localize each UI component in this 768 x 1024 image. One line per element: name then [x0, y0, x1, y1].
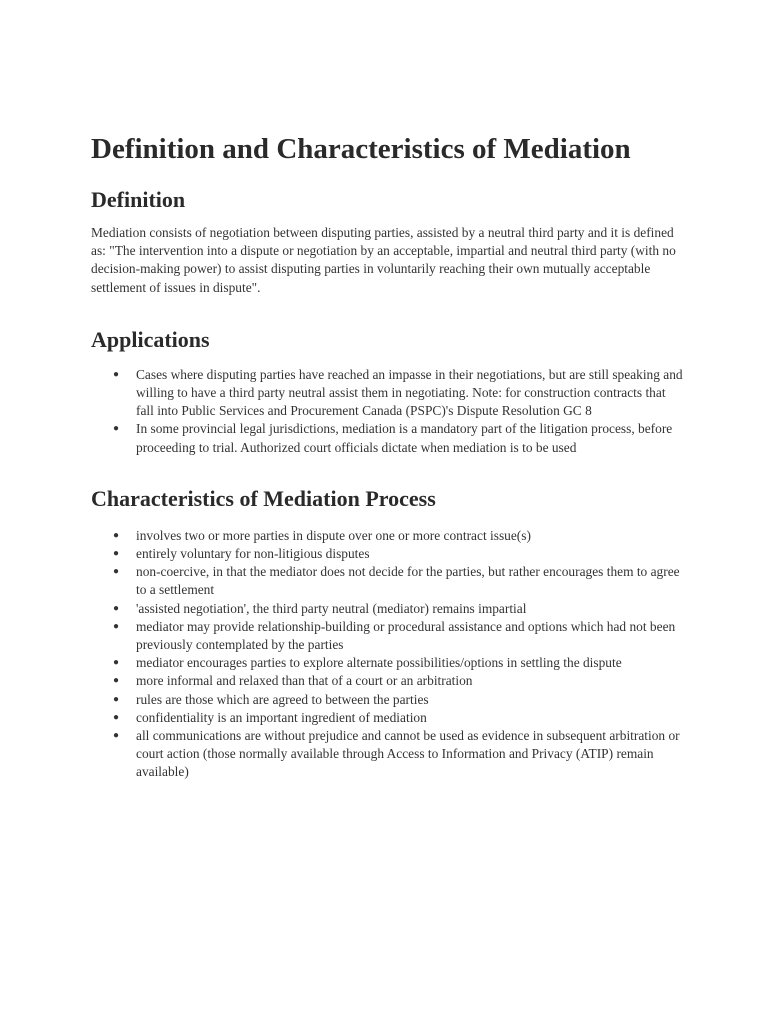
bullet-icon: ●	[113, 730, 120, 742]
list-item-text: entirely voluntary for non-litigious disputes	[136, 546, 370, 562]
bullet-icon: ●	[113, 675, 120, 687]
list-item-text: 'assisted negotiation', the third party neutral (mediator) remains impartial	[136, 600, 527, 616]
list-item	[91, 366, 686, 421]
list-item	[91, 563, 686, 599]
applications-heading: Applications	[91, 326, 210, 352]
page-title: Definition and Characteristics of Mediation	[91, 133, 631, 165]
list-item	[91, 618, 686, 654]
list-item-text: non-coercive, in that the mediator does not decide for the parties, but rather encourages them to agree to a settlement	[136, 564, 680, 598]
list-item	[91, 654, 686, 672]
bullet-icon: ●	[113, 423, 120, 435]
list-item-text: mediator encourages parties to explore alternate possibilities/options in settling the dispute	[136, 655, 622, 671]
list-item	[91, 709, 686, 727]
bullet-icon: ●	[113, 693, 120, 705]
applications-list	[91, 366, 691, 457]
bullet-icon: ●	[113, 620, 120, 632]
list-item-text: more informal and relaxed than that of a court or an arbitration	[136, 673, 473, 689]
list-item-text: In some provincial legal jurisdictions, mediation is a mandatory part of the litigation process, before proceeding to trial. Authorized court officials dictate when mediation is to be used	[136, 421, 673, 455]
definition-paragraph: Mediation consists of negotiation between disputing parties, assisted by a neutral third party and it is defined as: "The intervention into a dispute or negotiation by an acceptable, impartial and neutral third party (with no decision-making power) to assist disputing parties in voluntarily reaching their own mutually acceptable settlement of issues in dispute".	[91, 225, 676, 295]
bullet-icon: ●	[113, 529, 120, 541]
list-item-text: Cases where disputing parties have reached an impasse in their negotiations, but are still speaking and willing to have a third party neutral assist them in negotiating. Note: for construction contracts that fall into Public Services and Procurement Canada (PSPC)'s Dispute Resolution GC 8	[136, 366, 683, 419]
definition-heading: Definition	[91, 187, 186, 212]
applications-section	[91, 326, 691, 457]
list-item-text: rules are those which are agreed to between the parties	[136, 691, 429, 707]
bullet-icon: ●	[113, 368, 120, 380]
list-item	[91, 420, 686, 456]
characteristics-list	[91, 527, 691, 782]
characteristics-heading: Characteristics of Mediation Process	[91, 485, 436, 511]
bullet-icon: ●	[113, 711, 120, 723]
characteristics-section	[91, 485, 691, 782]
list-item	[91, 672, 686, 690]
definition-section	[91, 186, 691, 297]
list-item-text: confidentiality is an important ingredient of mediation	[136, 709, 427, 725]
list-item	[91, 527, 686, 545]
list-item-text: mediator may provide relationship-building or procedural assistance and options which had not been previously contemplated by the parties	[136, 618, 676, 653]
bullet-icon: ●	[113, 548, 120, 560]
list-item-text: involves two or more parties in dispute over one or more contract issue(s)	[136, 527, 531, 543]
list-item	[91, 600, 686, 618]
list-item	[91, 727, 686, 782]
bullet-icon: ●	[113, 602, 120, 614]
list-item	[91, 691, 686, 709]
list-item-text: all communications are without prejudice and cannot be used as evidence in subsequent arbitration or court action (those normally available through Access to Information and Privacy (ATIP) remain available)	[136, 728, 680, 780]
bullet-icon: ●	[113, 566, 120, 578]
list-item	[91, 545, 686, 563]
bullet-icon: ●	[113, 657, 120, 669]
document-page	[91, 131, 691, 782]
